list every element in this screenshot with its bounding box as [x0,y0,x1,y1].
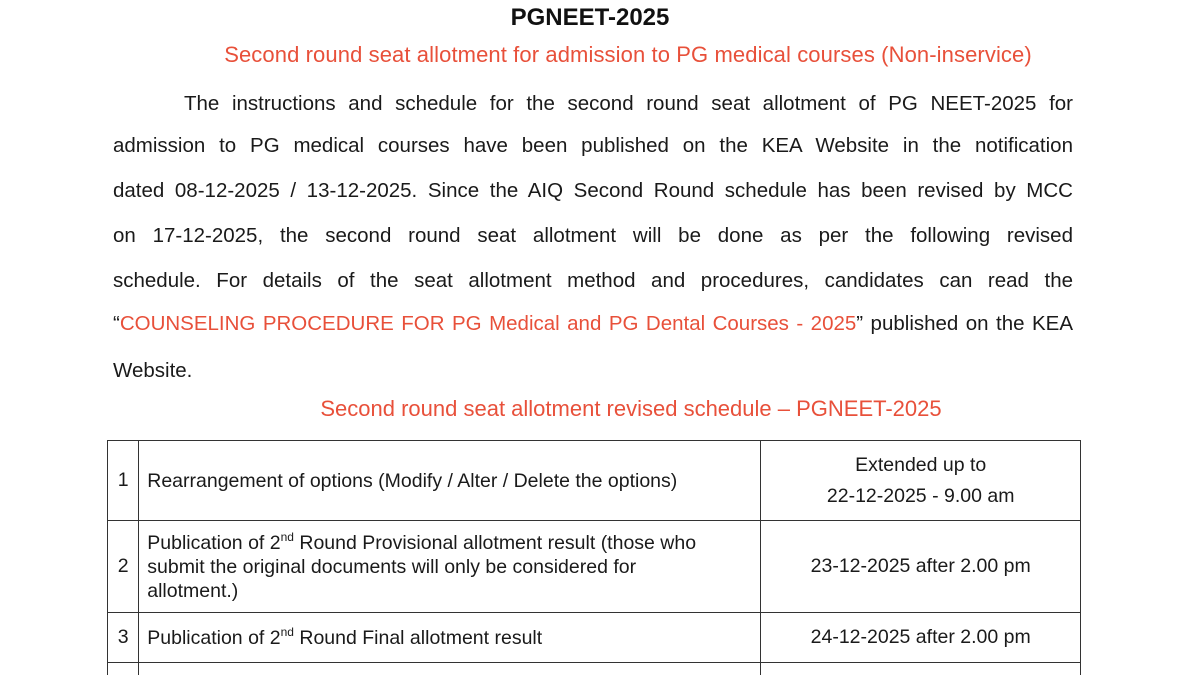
task-line-3: allotment.) [147,579,239,602]
open-quote: “ [113,312,120,335]
document-title: PGNEET-2025 [510,4,670,31]
ordinal-suffix: nd [280,529,294,544]
row-number: 3 [108,613,139,663]
row-date [761,663,1081,675]
row-number [108,663,139,675]
table-row [108,613,1081,663]
task-line-1 [147,531,752,555]
table-row-cut-off [108,663,1081,675]
paragraph-line-1: The instructions and schedule for the second round seat allotment of PG NEET-2025 for [184,92,1073,115]
counseling-procedure-reference: COUNSELING PROCEDURE FOR PG Medical and PG Dental Courses - 2025 [119,312,857,335]
ordinal-suffix: nd [280,624,294,639]
paragraph-line-5: schedule. For details of the seat allotment method and procedures, candidates can read the [113,269,1073,292]
row-task [139,521,761,613]
task-text: Round Final allotment result [293,626,543,649]
row-date [761,441,1081,521]
line6-rest: ” published on the KEA [856,312,1074,335]
paragraph-line-2: admission to PG medical courses have been published on the KEA Website in the notification [113,134,1073,157]
table-row [108,521,1081,613]
row-task [139,613,761,663]
task-text: Publication of 2 [147,626,281,649]
task-line-2: submit the original documents will only be considered for [147,555,637,578]
task-text: Round Provisional allotment result (those who [293,531,697,554]
date-line-1: Extended up to [855,453,987,476]
row-number: 1 [108,441,139,521]
schedule-table [107,440,1081,675]
row-date: 24-12-2025 after 2.00 pm [761,613,1081,663]
paragraph-line-7: Website. [113,359,193,382]
date-line-2: 22-12-2025 - 9.00 am [826,484,1015,507]
task-text: Publication of 2 [147,531,281,554]
row-number: 2 [108,521,139,613]
paragraph-line-3: dated 08-12-2025 / 13-12-2025. Since the AIQ Second Round schedule has been revised by MCC [113,179,1073,202]
row-task: Rearrangement of options (Modify / Alter / Delete the options) [139,441,761,521]
schedule-heading: Second round seat allotment revised schedule – PGNEET-2025 [320,396,942,421]
row-task [139,663,761,675]
paragraph-line-4: on 17-12-2025, the second round seat allotment will be done as per the following revised [113,224,1073,247]
document-subtitle: Second round seat allotment for admission to PG medical courses (Non-inservice) [224,42,1032,67]
table-row [108,441,1081,521]
row-date: 23-12-2025 after 2.00 pm [761,521,1081,613]
paragraph-line-6 [113,301,1073,346]
